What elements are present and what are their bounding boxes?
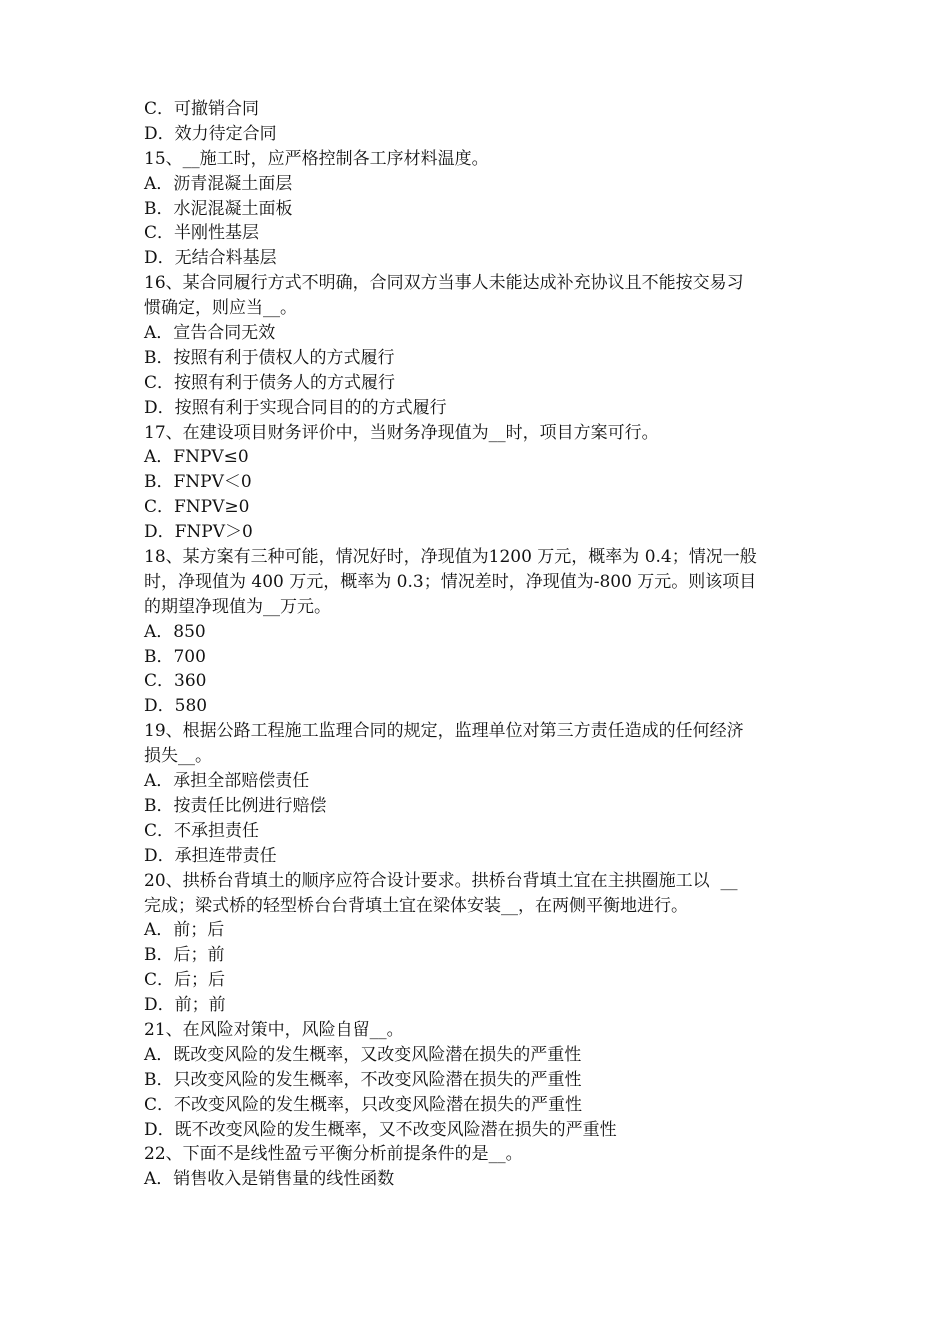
text-line: 时，净现值为 400 万元，概率为 0.3；情况差时，净现值为-800 万元。则该项目 [144,571,757,592]
text-line: D．无结合料基层 [144,248,277,269]
text-line: D．FNPV＞0 [144,522,253,543]
text-line: 18、某方案有三种可能，情况好时，净现值为1200 万元，概率为 0.4；情况一般 [144,547,757,568]
text-line: C．不改变风险的发生概率，只改变风险潜在损失的严重性 [144,1094,583,1115]
text-line: C．后；后 [144,970,226,991]
text-line: A．前；后 [144,920,225,941]
text-line: B．FNPV＜0 [144,472,252,493]
text-line: 损失__。 [144,746,212,767]
text-line: 的期望净现值为__万元。 [144,596,331,617]
text-line: D．前；前 [144,995,226,1016]
text-line: B．后；前 [144,945,225,966]
text-line: B．700 [144,646,206,667]
text-line: 完成；梁式桥的轻型桥台台背填土宜在梁体安装__，在两侧平衡地进行。 [144,895,688,916]
text-line: D．承担连带责任 [144,845,277,866]
text-line: C．FNPV≥0 [144,497,250,518]
text-line: B．只改变风险的发生概率，不改变风险潜在损失的严重性 [144,1069,582,1090]
text-line: 惯确定，则应当__。 [144,298,297,319]
text-line: C．可撤销合同 [144,99,260,119]
text-line: 21、在风险对策中，风险自留__。 [144,1019,404,1040]
text-line: A．承担全部赔偿责任 [144,771,310,792]
text-line: 17、在建设项目财务评价中，当财务净现值为__时，项目方案可行。 [144,422,659,443]
text-line: D．既不改变风险的发生概率，又不改变风险潜在损失的严重性 [144,1119,617,1140]
text-line: 20、拱桥台背填土的顺序应符合设计要求。拱桥台背填土宜在主拱圈施工以 __ [144,870,738,891]
text-line: C．360 [144,671,207,692]
text-line: 19、根据公路工程施工监理合同的规定，监理单位对第三方责任造成的任何经济 [144,721,744,742]
text-line: A．沥青混凝土面层 [144,173,293,194]
text-line: B．按照有利于债权人的方式履行 [144,347,395,368]
text-line: B．按责任比例进行赔偿 [144,795,327,816]
text-line: A．宣告合同无效 [144,323,276,344]
text-line: B．水泥混凝土面板 [144,198,293,219]
text-line: D．580 [144,696,208,717]
text-line: D．效力待定合同 [144,123,277,144]
text-line: 22、下面不是线性盈亏平衡分析前提条件的是__。 [144,1144,523,1165]
document-body [144,97,814,1192]
text-line: 15、__施工时，应严格控制各工序材料温度。 [144,148,489,169]
text-line: A．既改变风险的发生概率，又改变风险潜在损失的严重性 [144,1044,582,1065]
text-line: C．不承担责任 [144,820,260,841]
text-line: A．销售收入是销售量的线性函数 [144,1169,395,1190]
text-line: 16、某合同履行方式不明确，合同双方当事人未能达成补充协议且不能按交易习 [144,273,744,294]
text-line: A．FNPV≤0 [144,447,249,468]
text-line: C．按照有利于债务人的方式履行 [144,372,396,393]
text-line: A．850 [144,621,206,642]
text-line: D．按照有利于实现合同目的的方式履行 [144,397,447,418]
text-line: C．半刚性基层 [144,223,260,244]
